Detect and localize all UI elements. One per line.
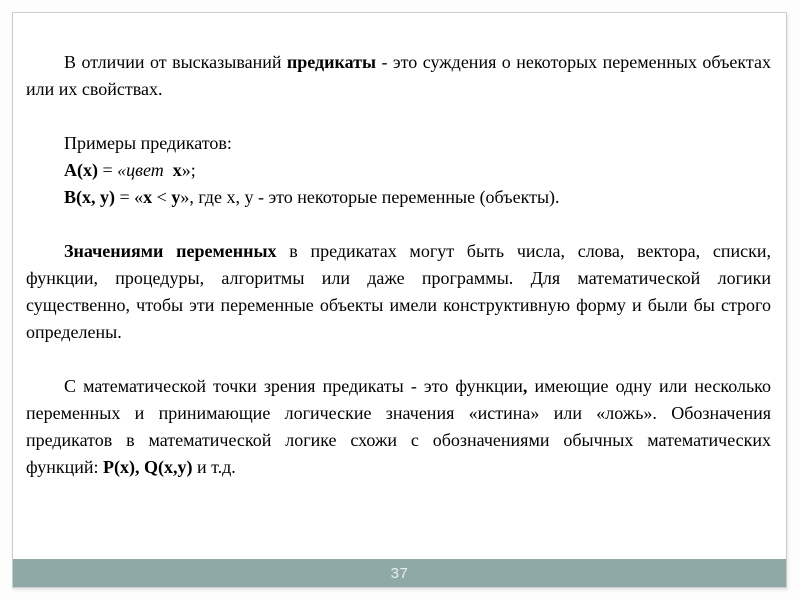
paragraph — [26, 184, 771, 211]
slide-text-area — [26, 49, 771, 481]
text-run: y — [171, 187, 181, 207]
text-run: B(x, y) — [64, 187, 115, 207]
text-run: x — [172, 160, 182, 180]
paragraph — [26, 49, 771, 103]
text-run: имеющие одну или несколько переменных и принимающие логические значения «истина» или «ложь». Обозначения предикатов в математической логике схожи с обозначениями обычных математических функций: — [26, 376, 771, 477]
slide — [12, 12, 787, 588]
paragraph — [26, 238, 771, 346]
text-run: В отличии от высказываний — [64, 52, 287, 72]
paragraph — [26, 130, 771, 157]
text-run: = — [98, 160, 118, 180]
text-run: «цвет — [117, 160, 164, 180]
paragraph — [26, 373, 771, 481]
text-run: »; — [181, 160, 196, 180]
text-run: , — [522, 376, 528, 396]
text-run: и т.д. — [192, 457, 236, 477]
text-run: x — [143, 187, 153, 207]
text-run: = « — [115, 187, 144, 207]
text-run: A(x) — [64, 160, 98, 180]
text-run: < — [152, 187, 172, 207]
text-run: в предикатах могут быть числа, слова, вектора, списки, функции, процедуры, алгоритмы или даже программы. Для математической логики существенно, чтобы эти переменные объекты имели конструктивную форму и были бы строго определены. — [26, 241, 771, 342]
text-run: С математической точки зрения предикаты - это функции — [64, 376, 523, 396]
text-run — [164, 160, 173, 180]
footer-bar — [13, 559, 786, 587]
text-run: », где x, y - это некоторые переменные (объекты). — [180, 187, 560, 207]
page-number: 37 — [390, 564, 409, 582]
text-run: Примеры предикатов: — [64, 133, 232, 153]
text-run: предикаты — [286, 52, 377, 72]
text-run: P(x), Q(x,y) — [103, 457, 193, 477]
text-run: Значениями переменных — [64, 241, 277, 261]
paragraph — [26, 157, 771, 184]
text-run: - это суждения о некоторых переменных объектах или их свойствах. — [26, 52, 771, 99]
